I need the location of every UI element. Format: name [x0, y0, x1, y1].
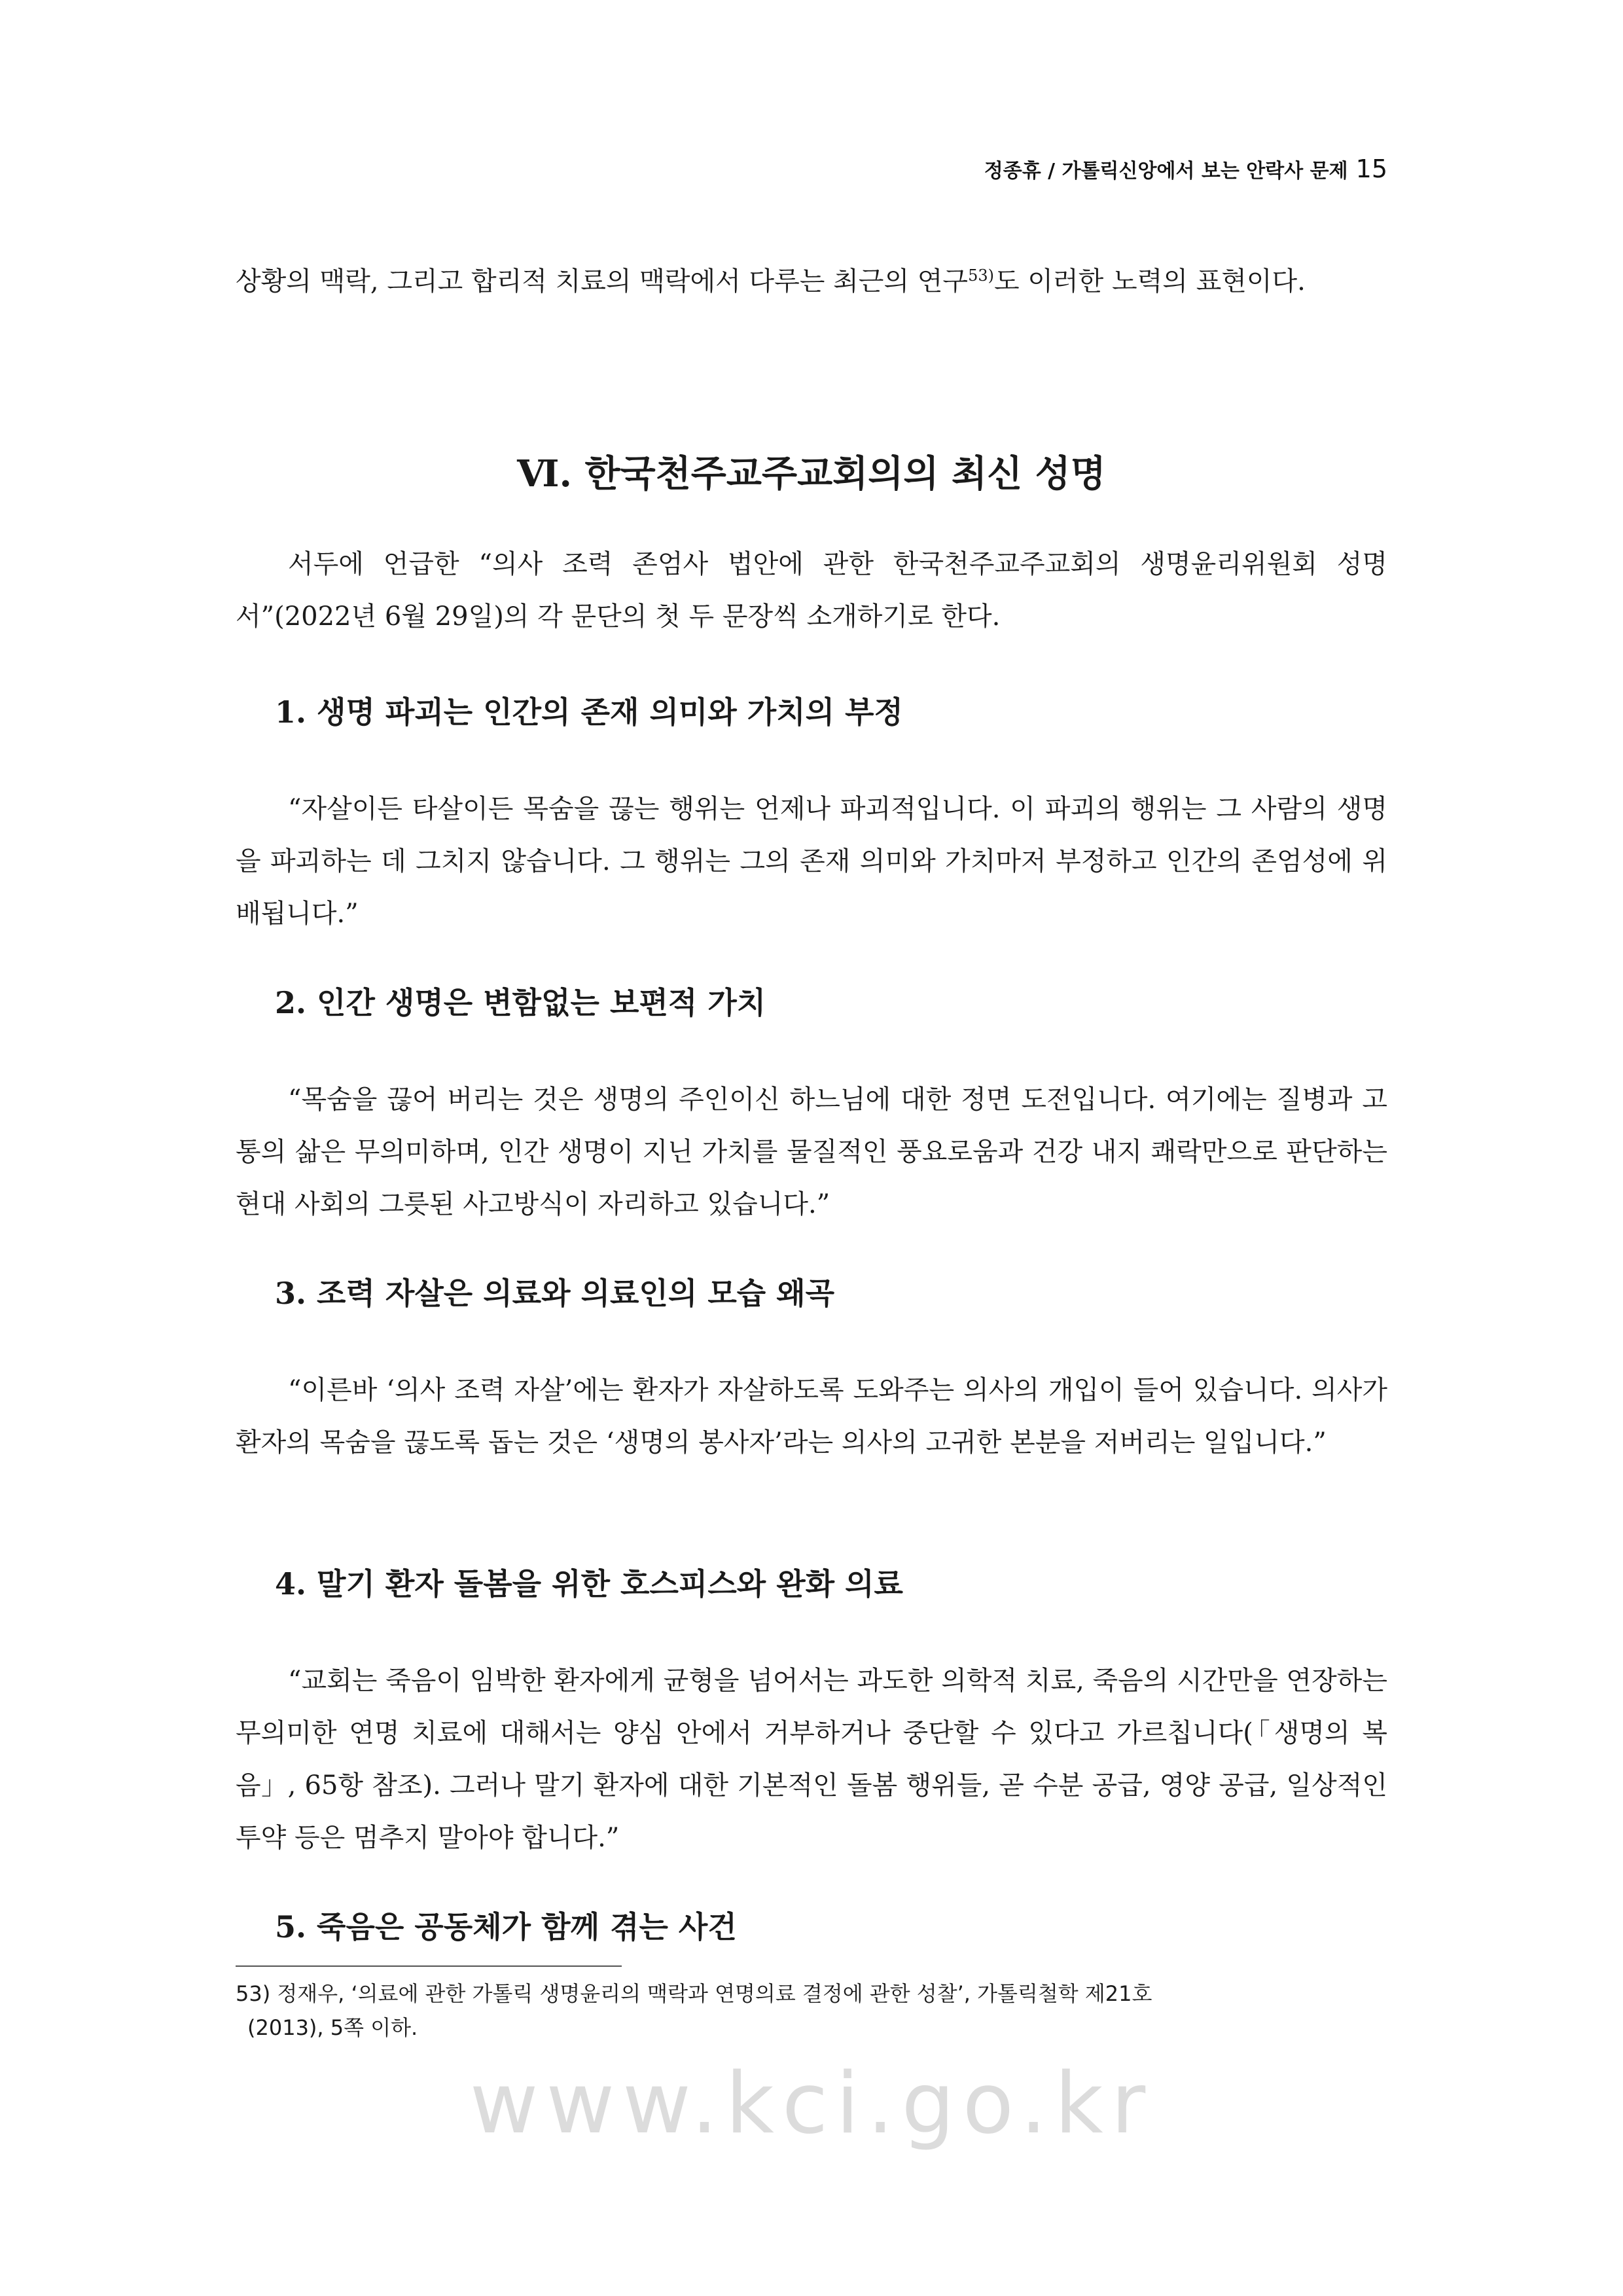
section-intro-text: 서두에 언급한 “의사 조력 존엄사 법안에 관한 한국천주교주교회의 생명윤리위원회 성명서”(2022년 6월 29일)의 각 문단의 첫 두 문장씩 소개하기로 한다. [236, 549, 1387, 632]
section-title: Ⅵ. 한국천주교주교회의의 최신 성명 [517, 452, 1106, 495]
quote-block-2 [236, 1073, 1396, 1230]
footnote-line-2: (2013), 5쪽 이하. [247, 2015, 418, 2040]
quote-block-3 [236, 1364, 1396, 1469]
quote-3: “이른바 ‘의사 조력 자살’에는 환자가 자살하도록 도와주는 의사의 개입이 들어 있습니다. 의사가 환자의 목숨을 끊도록 돕는 것은 ‘생명의 봉사자’라는 의사의 고귀한 본분을 저버리는 일입니다.” [236, 1375, 1396, 1458]
quote-4: “교회는 죽음이 임박한 환자에게 균형을 넘어서는 과도한 의학적 치료, 죽음의 시간만을 연장하는 무의미한 연명 치료에 대해서는 양심 안에서 거부하거나 중단할 수 있다고 가르칩니다(「생명의 복음」, 65항 참조). 그러나 말기 환자에 대한 기본적인 돌봄 행위들, 곧 수분 공급, 영양 공급, 일상적인 투약 등은 멈추지 말아야 합니다.” [236, 1666, 1396, 1853]
footnote-reference[interactable]: 53) [968, 266, 994, 285]
section-intro [236, 538, 1387, 643]
page-number: 15 [1355, 154, 1387, 183]
subheading-1: 1. 생명 파괴는 인간의 존재 의미와 가치의 부정 [275, 694, 903, 730]
quote-2: “목숨을 끊어 버리는 것은 생명의 주인이신 하느님에 대한 정면 도전입니다. 여기에는 질병과 고통의 삶은 무의미하며, 인간 생명이 지닌 가치를 물질적인 풍요로움과 건강 내지 쾌락만으로 판단하는 현대 사회의 그릇된 사고방식이 자리하고 있습니다.” [236, 1085, 1396, 1219]
subheading-3: 3. 조력 자살은 의료와 의료인의 모습 왜곡 [275, 1276, 835, 1311]
quote-block-4 [236, 1655, 1396, 1864]
quote-1: “자살이든 타살이든 목숨을 끊는 행위는 언제나 파괴적입니다. 이 파괴의 행위는 그 사람의 생명을 파괴하는 데 그치지 않습니다. 그 행위는 그의 존재 의미와 가치마저 부정하고 인간의 존엄성에 위배됩니다.” [236, 794, 1387, 929]
intro-paragraph [236, 255, 1387, 308]
watermark: www.kci.go.kr [469, 2055, 1154, 2153]
subheading-5: 5. 죽음은 공동체가 함께 겪는 사건 [275, 1909, 737, 1945]
running-header [984, 154, 1387, 183]
subheading-2: 2. 인간 생명은 변함없는 보편적 가치 [275, 985, 766, 1020]
running-title: 정종휴 / 가톨릭신앙에서 보는 안락사 문제 [984, 160, 1348, 183]
footnote-line-1: 53) 정재우, ‘의료에 관한 가톨릭 생명윤리의 맥락과 연명의료 결정에 관한 성찰’, 가톨릭철학 제21호 [236, 1981, 1152, 2006]
intro-text-2: 도 이러한 노력의 표현이다. [993, 266, 1306, 296]
quote-block-1 [236, 783, 1387, 940]
intro-text-1: 상황의 맥락, 그리고 합리적 치료의 맥락에서 다루는 최근의 연구 [236, 266, 969, 296]
footnote-divider [236, 1965, 622, 1967]
footnote-53 [236, 1977, 1387, 2045]
subheading-4: 4. 말기 환자 돌봄을 위한 호스피스와 완화 의료 [275, 1566, 903, 1602]
